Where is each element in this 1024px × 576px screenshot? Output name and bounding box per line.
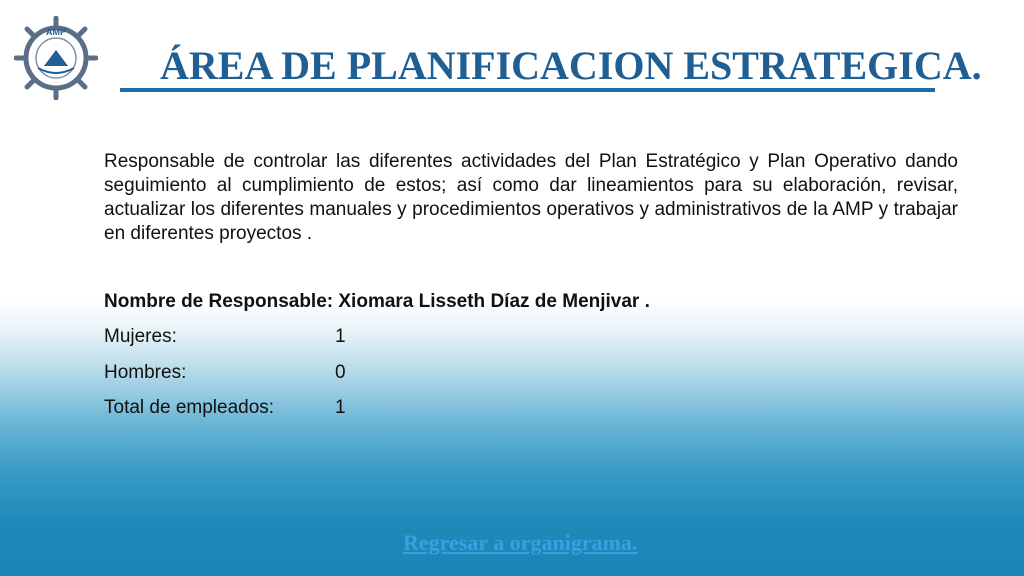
area-description: Responsable de controlar las diferentes actividades del Plan Estratégico y Plan Operativo dando seguimiento al cumplimiento de estos; así como dar lineamientos para su elaboración, revisar, actualizar los diferentes manuales y procedimientos operativos y administrativos de la AMP y trabajar en diferentes proyectos . bbox=[104, 151, 958, 244]
stat-row-hombres bbox=[104, 362, 346, 384]
logo-text: AMP bbox=[46, 27, 66, 37]
responsible-name: Nombre de Responsable: Xiomara Lisseth Díaz de Menjivar . bbox=[104, 291, 650, 312]
stat-value: 0 bbox=[335, 362, 346, 383]
amp-logo bbox=[14, 16, 98, 100]
stat-label: Mujeres: bbox=[104, 326, 177, 347]
page-title: ÁREA DE PLANIFICACION ESTRATEGICA. bbox=[120, 40, 935, 92]
stat-value: 1 bbox=[335, 326, 346, 347]
stat-value: 1 bbox=[335, 397, 346, 418]
stat-label: Hombres: bbox=[104, 362, 187, 383]
stat-row-mujeres bbox=[104, 326, 346, 348]
back-to-org-chart-link[interactable]: Regresar a organigrama. bbox=[403, 530, 638, 555]
stat-label: Total de empleados: bbox=[104, 397, 275, 418]
stat-row-total bbox=[104, 397, 346, 419]
